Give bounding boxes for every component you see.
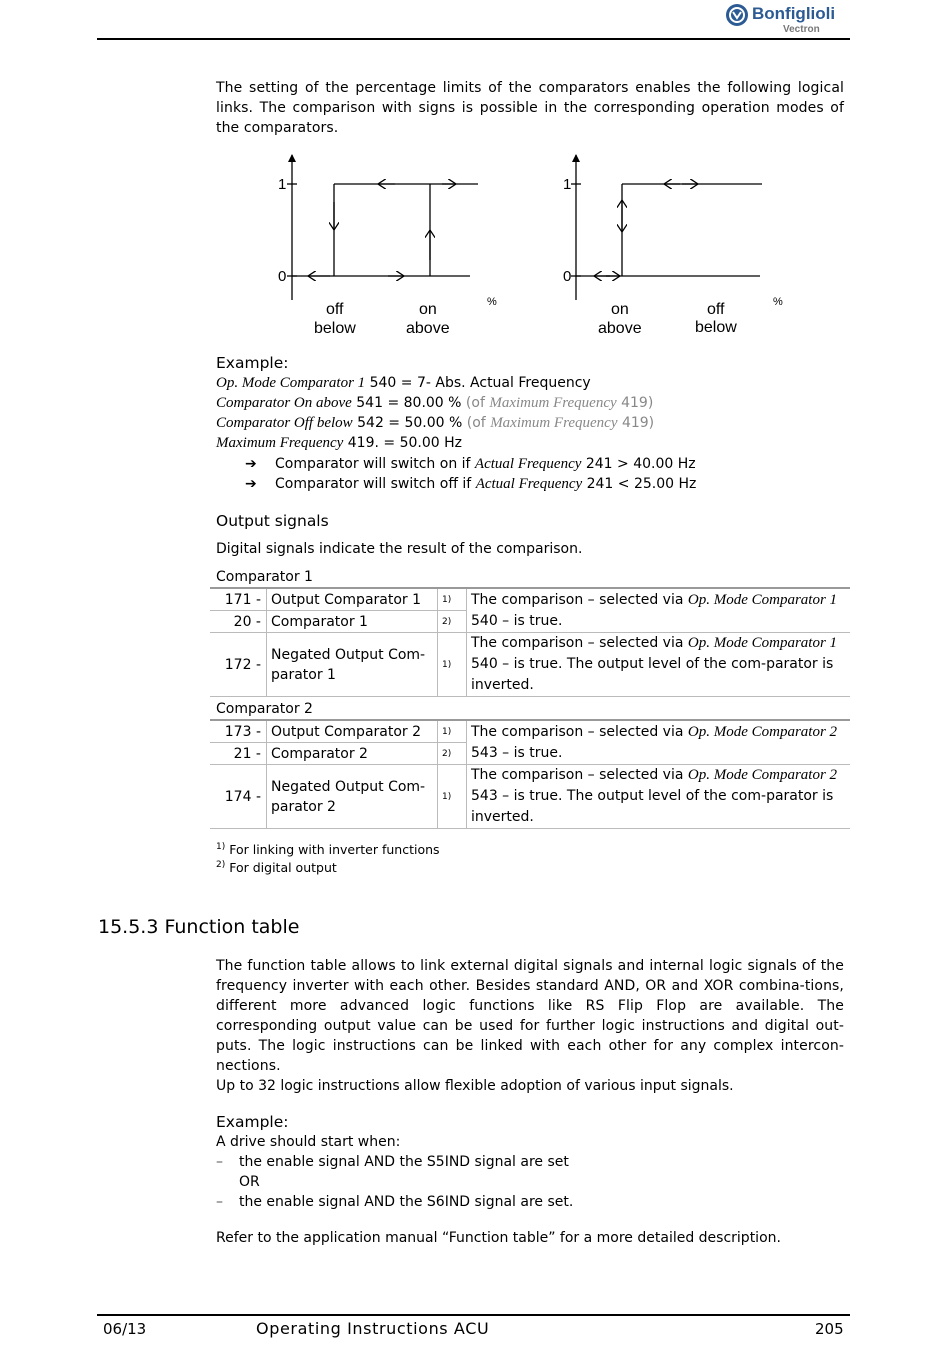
footnote-mark: 1): [216, 842, 226, 852]
footnote-ref: 1): [438, 633, 467, 697]
ref-of: (of: [465, 395, 490, 411]
param-name: Maximum Frequency: [216, 435, 344, 451]
table-row: [210, 720, 850, 743]
comparator2-label: Comparator 2: [216, 701, 313, 717]
footnote-mark: 2): [216, 860, 226, 870]
table-row: [210, 765, 850, 829]
example2-intro: A drive should start when:: [216, 1134, 401, 1150]
list-item-text: the enable signal AND the S5IND signal are set: [239, 1154, 569, 1170]
signal-number: 172 -: [210, 633, 267, 697]
example2-title: Example:: [216, 1113, 289, 1131]
desc-param: Op. Mode Comparator 2: [687, 723, 838, 740]
table-row: [210, 588, 850, 611]
footnote-text: For linking with inverter functions: [229, 842, 440, 858]
ref-of: (of: [466, 415, 491, 431]
arrow-icon: ➔: [245, 476, 257, 492]
footnote-ref: 1): [438, 720, 467, 743]
footer-rule: [97, 1314, 850, 1316]
list-item: [216, 1192, 573, 1212]
section-paragraph-1: The function table allows to link external digital signals and internal logic signals of the frequency inverter with each other. Besides standard AND, OR and XOR combina-tions, different more advanced logic functions like RS Flip Flop are available. The corresponding output value can be used for further logic instructions and digital out-puts. The logic instructions can be linked with each other for any complex intercon-nections.: [216, 958, 844, 1074]
left-label-b2: above: [406, 320, 450, 337]
signal-description: [467, 633, 851, 697]
ref-num: 419): [616, 395, 654, 411]
ref-param: Maximum Frequency: [490, 415, 618, 431]
signal-number: 20 -: [210, 611, 267, 633]
intro-paragraph: The setting of the percentage limits of the comparators enables the following logical links. The comparison with signs is possible in the corresponding operation modes of the comparators.: [216, 80, 844, 136]
comparator2-table: [210, 719, 850, 829]
signal-number: 173 -: [210, 720, 267, 743]
output-signals-intro: Digital signals indicate the result of the comparison.: [216, 541, 583, 557]
param-name: Comparator Off below: [216, 415, 353, 431]
brand-name: Bonfiglioli: [752, 4, 836, 23]
example-line-1: [216, 373, 591, 393]
left-y0-label: 0: [278, 268, 287, 285]
signal-description: [467, 588, 851, 633]
param-value: 419. = 50.00 Hz: [343, 435, 462, 451]
result-value: 241 > 40.00 Hz: [581, 456, 696, 472]
output-signals-title: Output signals: [216, 512, 329, 530]
result-param: Actual Frequency: [475, 476, 583, 492]
result-text: Comparator will switch off if: [275, 476, 476, 492]
right-label-b2: below: [695, 319, 737, 336]
signal-name: Output Comparator 2: [267, 720, 438, 743]
list-item: [216, 1152, 569, 1172]
bonfiglioli-logo-icon: [725, 3, 749, 27]
result-line-2: [245, 474, 696, 494]
footer-page-number: 205: [815, 1320, 844, 1338]
signal-name: Comparator 1: [267, 611, 438, 633]
list-item-text: the enable signal AND the S6IND signal are set.: [239, 1194, 574, 1210]
desc-text: 540 – is true.: [471, 612, 563, 629]
ref-num: 419): [617, 415, 655, 431]
refer-line: Refer to the application manual “Function table” for a more detailed description.: [216, 1230, 781, 1246]
right-diagram: [571, 154, 762, 300]
dash-bullet: –: [216, 1194, 223, 1210]
right-unit: %: [773, 296, 783, 308]
example-line-3: [216, 413, 654, 433]
desc-text: 543 – is true.: [471, 744, 563, 761]
desc-text: The comparison – selected via: [471, 591, 688, 608]
left-label-a2: below: [314, 320, 356, 337]
section-title: 15.5.3 Function table: [98, 916, 300, 938]
desc-param: Op. Mode Comparator 1: [687, 591, 838, 608]
section-paragraph-2: Up to 32 logic instructions allow flexible adoption of various input signals.: [216, 1078, 734, 1094]
signal-description: [467, 765, 851, 829]
footnote-1: [216, 837, 440, 857]
footnote-2: [216, 855, 337, 875]
signal-name: Negated Output Com-parator 2: [267, 765, 438, 829]
param-value: 542 = 50.00 %: [352, 415, 467, 431]
param-value: 540 = 7- Abs. Actual Frequency: [365, 375, 591, 391]
footnote-text: For digital output: [229, 860, 337, 876]
right-label-a1: on: [611, 301, 629, 318]
signal-number: 174 -: [210, 765, 267, 829]
example-line-4: [216, 433, 462, 453]
signal-name: Output Comparator 1: [267, 588, 438, 611]
param-name: Op. Mode Comparator 1: [216, 375, 366, 391]
desc-text: The comparison – selected via: [471, 635, 688, 651]
desc-text: The comparison – selected via: [471, 723, 688, 740]
arrow-icon: ➔: [245, 456, 257, 472]
footer-title: Operating Instructions ACU: [256, 1319, 490, 1338]
signal-name: Comparator 2: [267, 743, 438, 765]
desc-text: The comparison – selected via: [471, 767, 688, 783]
left-label-b1: on: [419, 301, 437, 318]
example-title: Example:: [216, 354, 289, 372]
or-line: OR: [239, 1174, 260, 1190]
result-text: Comparator will switch on if: [275, 456, 475, 472]
brand-sub: Vectron: [783, 24, 820, 35]
dash-bullet: –: [216, 1154, 223, 1170]
header-rule: [97, 38, 850, 40]
param-name: Comparator On above: [216, 395, 352, 411]
footnote-ref: 1): [438, 588, 467, 611]
page-header: [0, 0, 950, 42]
desc-param: Op. Mode Comparator 1: [687, 635, 838, 651]
signal-description: [467, 720, 851, 765]
left-diagram: [287, 154, 478, 300]
comparator1-label: Comparator 1: [216, 569, 313, 585]
result-value: 241 < 25.00 Hz: [582, 476, 697, 492]
left-y1-label: 1: [278, 176, 287, 193]
right-y0-label: 0: [563, 268, 572, 285]
example-line-2: [216, 393, 653, 413]
left-label-a1: off: [326, 301, 344, 318]
footer-date: 06/13: [103, 1320, 147, 1338]
right-y1-label: 1: [563, 176, 572, 193]
desc-text: 543 – is true. The output level of the com-parator is inverted.: [471, 788, 834, 825]
ref-param: Maximum Frequency: [489, 395, 617, 411]
desc-param: Op. Mode Comparator 2: [687, 767, 838, 783]
result-param: Actual Frequency: [474, 456, 582, 472]
footnote-ref: 2): [438, 743, 467, 765]
left-unit: %: [487, 296, 497, 308]
comparator1-table: [210, 587, 850, 697]
right-label-a2: above: [598, 320, 642, 337]
footnote-ref: 1): [438, 765, 467, 829]
right-label-b1: off: [707, 301, 725, 318]
desc-text: 540 – is true. The output level of the com-parator is inverted.: [471, 656, 834, 693]
param-value: 541 = 80.00 %: [351, 395, 466, 411]
footnote-ref: 2): [438, 611, 467, 633]
table-row: [210, 633, 850, 697]
signal-number: 171 -: [210, 588, 267, 611]
result-line-1: [245, 454, 696, 474]
signal-name: Negated Output Com-parator 1: [267, 633, 438, 697]
signal-number: 21 -: [210, 743, 267, 765]
